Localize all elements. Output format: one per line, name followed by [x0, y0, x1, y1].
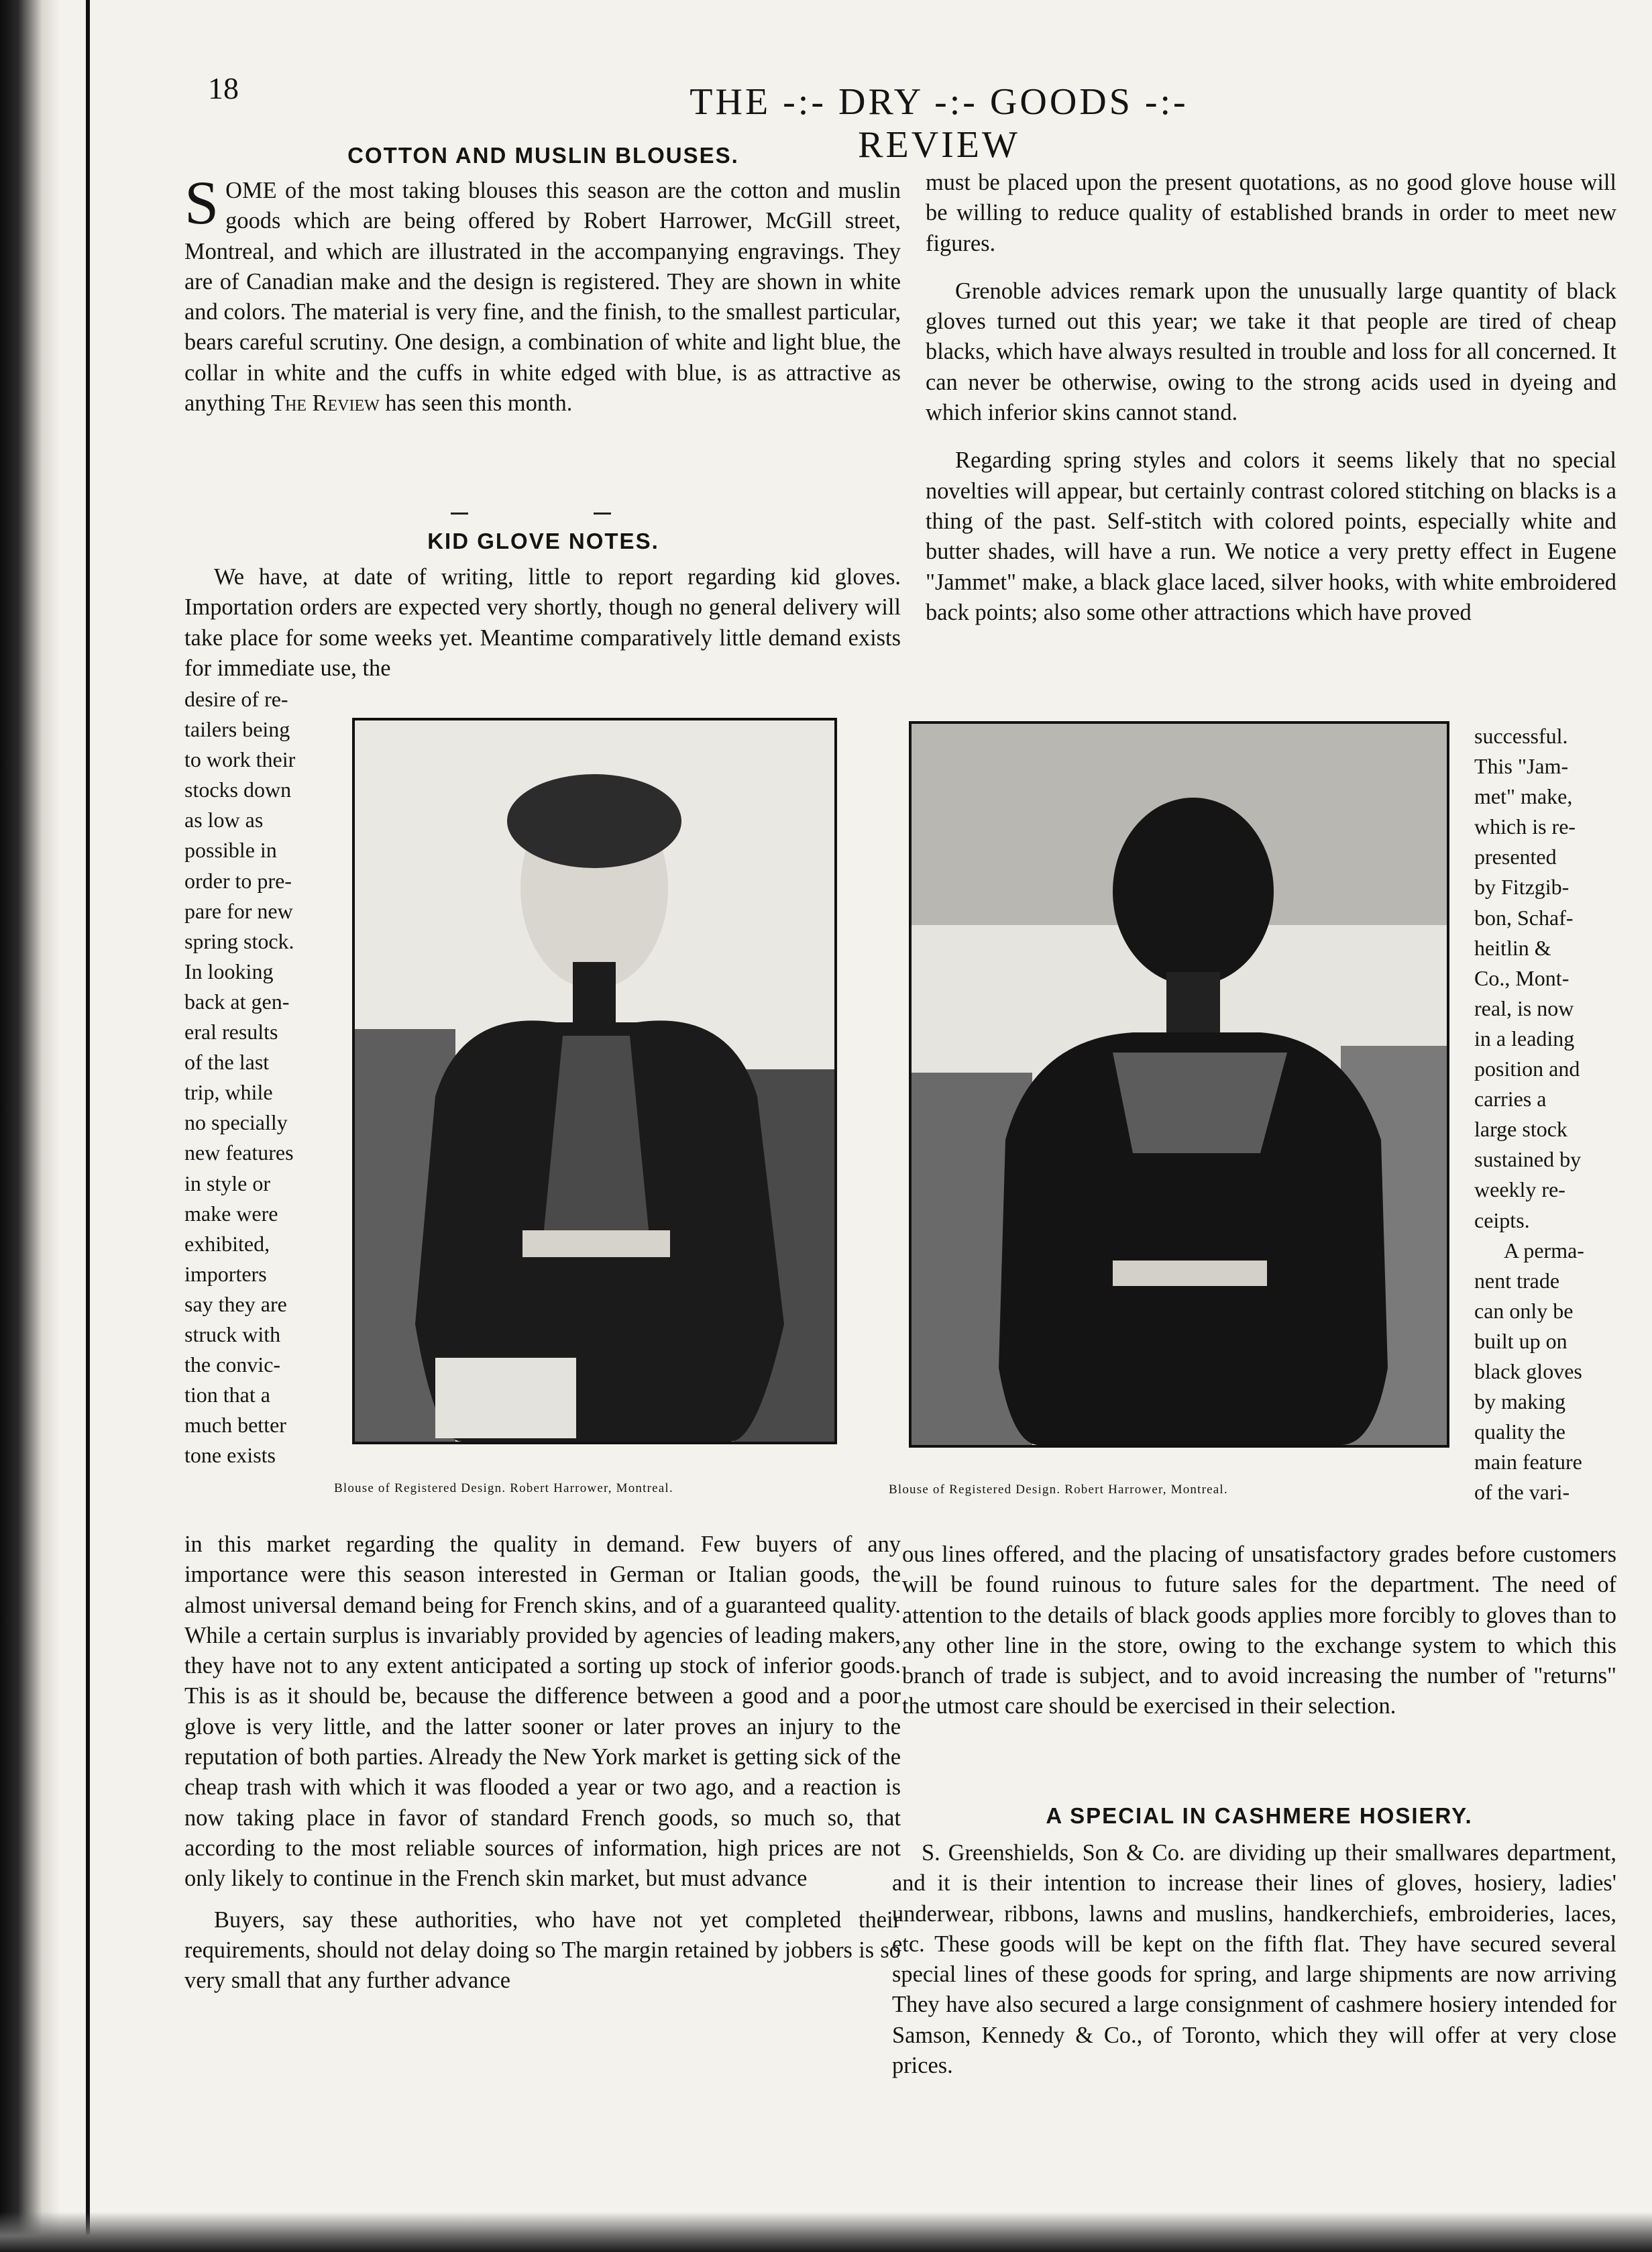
narrow-line: which is re-	[1474, 814, 1576, 839]
article-kid-gloves-intro: We have, at date of writing, little to report regarding kid gloves. Importation orders are expected very shortly, though no general delivery will take place for some weeks yet. Meantime comparatively little demand exists for immediate use, the	[184, 564, 901, 681]
section-divider	[594, 513, 611, 515]
narrow-line: struck with	[184, 1322, 281, 1346]
narrow-line: successful.	[1474, 724, 1568, 748]
narrow-line: in a leading	[1474, 1026, 1575, 1051]
narrow-line: This "Jam-	[1474, 754, 1569, 779]
narrow-column-right	[1474, 721, 1615, 1507]
narrow-line: order to pre-	[184, 868, 292, 893]
column-rule	[86, 0, 90, 2252]
narrow-line: nent trade	[1474, 1268, 1560, 1293]
masthead: THE -:- DRY -:- GOODS -:- REVIEW	[690, 81, 1189, 166]
narrow-line: back at gen-	[184, 989, 290, 1014]
narrow-line: much better	[184, 1413, 286, 1438]
heading-cashmere-hosiery: A SPECIAL IN CASHMERE HOSIERY.	[1046, 1803, 1473, 1828]
narrow-line: importers	[184, 1261, 267, 1286]
narrow-line: In looking	[184, 959, 274, 983]
narrow-line: pare for new	[184, 898, 293, 923]
narrow-line: ceipts.	[1474, 1208, 1530, 1232]
page-bottom-shadow	[0, 2212, 1652, 2252]
narrow-line: real, is now	[1474, 996, 1574, 1020]
article-cashmere-hosiery: S. Greenshields, Son & Co. are dividing up their smallwares department, and it is their intention to increase their lines of gloves, hosiery, ladies' underwear, ribbons, lawns and muslins, handkerchiefs, embroideries, laces, etc. These goods will be kept on the fifth flat. They have secured several special lines of these goods for spring, and large shipments are now arriving They have also secured a large consignment of cashmere hosiery intended for Samson, Kennedy & Co., of Toronto, which they will offer at very close prices.	[892, 1840, 1616, 2079]
caption-figure-2: Blouse of Registered Design. Robert Harrower, Montreal.	[889, 1483, 1228, 1497]
narrow-line: large stock	[1474, 1117, 1567, 1142]
narrow-line: A perma-	[1504, 1238, 1584, 1263]
narrow-line: sustained by	[1474, 1147, 1582, 1172]
narrow-line: presented	[1474, 845, 1557, 869]
article-cotton-blouses: SOME of the most taking blouses this season are the cotton and muslin goods which are being offered by Robert Harrower, McGill street, Montreal, and which are illustrated in the accompanying engravings. They are of Canadian make and the design is registered. They are shown in white and colors. The material is very fine, and the finish, to the smallest particular, bears careful scrutiny. One design, a combination of white and light blue, the collar in white and the cuffs in white edged with blue, is as attractive as anything The Review has seen this month.	[184, 168, 901, 417]
narrow-line: carries a	[1474, 1087, 1547, 1112]
narrow-line: heitlin &	[1474, 935, 1551, 960]
page-number: 18	[208, 71, 239, 105]
article-kid-gloves-right-continued: ous lines offered, and the placing of unsatisfactory grades before customers will be found ruinous to future sales for the department. The need of attention to the details of black goods applies more forcibly to gloves than to any other line in the store, owing to the exchange system to which this branch of trade is subject, and to avoid increasing the number of "returns" the utmost care should be exercised in their selection.	[902, 1542, 1616, 1719]
narrow-line: the convic-	[184, 1352, 281, 1377]
article-kid-gloves-right-top: must be placed upon the present quotations, as no good glove house will be willing to reduce quality of established brands in order to meet new figures. Grenoble advices remark upon the unusually large quantity of black gloves turned out this year; we take it that people are tired of cheap blacks, which have always resulted in trouble and loss for all concerned. It can never be otherwise, owing to the strong acids used in dyeing and which inferior skins cannot stand. Regarding spring styles and colors it seems likely that no special novelties will appear, but certainly contrast colored stitching on blacks is a thing of the past. Self-stitch with colored points, especially white and butter shades, will have a run. We notice a very pretty effect in Eugene "Jammet" make, a black glace laced, silver hooks, with white embroidered back points; also some other attractions which have proved	[926, 170, 1616, 625]
narrow-line: Co., Mont-	[1474, 965, 1570, 990]
heading-cotton-blouses: COTTON AND MUSLIN BLOUSES.	[347, 143, 739, 168]
caption-figure-1: Blouse of Registered Design. Robert Harrower, Montreal.	[334, 1481, 673, 1495]
narrow-line: eral results	[184, 1020, 278, 1044]
narrow-line: position and	[1474, 1057, 1580, 1081]
narrow-line: exhibited,	[184, 1231, 270, 1256]
narrow-line: make were	[184, 1201, 278, 1226]
narrow-line: can only be	[1474, 1298, 1574, 1323]
narrow-line: quality the	[1474, 1419, 1565, 1444]
section-divider	[451, 513, 468, 515]
narrow-line: trip, while	[184, 1080, 273, 1105]
narrow-line: as low as	[184, 808, 264, 833]
narrow-line: in style or	[184, 1171, 270, 1195]
article-kid-gloves-continued: in this market regarding the quality in demand. Few buyers of any importance were this season interested in German or Italian goods, the almost universal demand being for French skins, and of a guaranteed quality. While a certain surplus is invariably provided by agencies of leading makers, they have not to any extent anticipated a sorting up stock of inferior goods. This is as it should be, because the difference between a good and a poor glove is very little, and the latter sooner or later proves an injury to the reputation of both parties. Already the New York market is getting sick of the cheap trash with which it was flooded a year or two ago, and a reaction is now taking place in favor of standard French goods, so much so, that according to the most reliable sources of information, high prices are not only likely to continue in the French skin market, but must advance Buyers, say these authorities, who have not yet completed their requirements, should not delay doing so The margin retained by jobbers is so very small that any further advance	[184, 1532, 901, 1994]
narrow-line: spring stock.	[184, 928, 294, 953]
narrow-line: by Fitzgib-	[1474, 875, 1570, 900]
narrow-line: main feature	[1474, 1450, 1582, 1474]
narrow-line: black gloves	[1474, 1358, 1582, 1383]
illustration-woman-back	[912, 724, 1447, 1445]
narrow-line: met" make,	[1474, 784, 1573, 809]
narrow-line: possible in	[184, 838, 277, 863]
narrow-line: built up on	[1474, 1328, 1567, 1353]
narrow-line: of the vari-	[1474, 1480, 1570, 1505]
narrow-line: say they are	[184, 1291, 287, 1316]
illustration-woman-front	[355, 720, 834, 1442]
photo-blouse-back	[909, 721, 1449, 1448]
narrow-line: by making	[1474, 1389, 1565, 1414]
narrow-line: weekly re-	[1474, 1177, 1565, 1202]
narrow-column-left	[184, 684, 327, 1470]
narrow-line: bon, Schaf-	[1474, 905, 1574, 930]
narrow-line: new features	[184, 1140, 294, 1165]
narrow-line: no specially	[184, 1110, 288, 1135]
photo-blouse-front	[352, 718, 837, 1444]
page-binding-edge	[0, 0, 60, 2252]
narrow-line: of the last	[184, 1050, 270, 1075]
narrow-line: tone exists	[184, 1443, 276, 1468]
narrow-line: desire of re-	[184, 687, 288, 711]
narrow-line: stocks down	[184, 778, 292, 802]
narrow-line: to work their	[184, 747, 296, 772]
heading-kid-glove-notes: KID GLOVE NOTES.	[427, 529, 659, 553]
drop-cap: S	[184, 168, 219, 237]
narrow-line: tailers being	[184, 717, 290, 742]
narrow-line: tion that a	[184, 1383, 270, 1407]
